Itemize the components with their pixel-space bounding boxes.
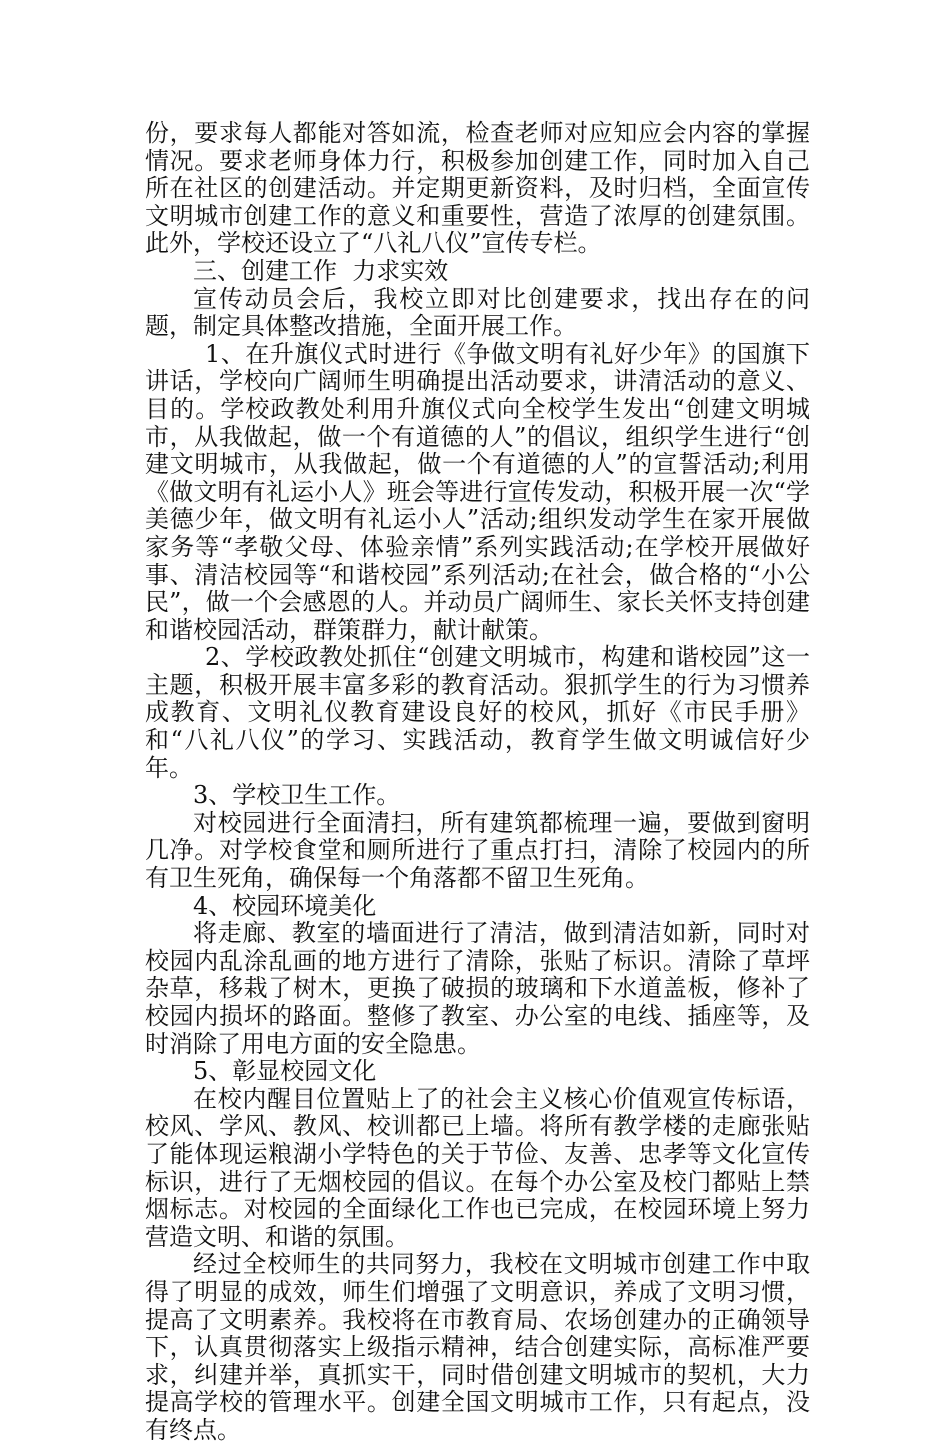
item-1-paragraph: 1、在升旗仪式时进行《争做文明有礼好少年》的国旗下讲话，学校向广阔师生明确提出活动要求，讲清活动的意义、目的。学校政教处利用升旗仪式向全校学生发出“创建文明城市，从我做起，做一个有道德的人”的倡议，组织学生进行“创建文明城市，从我做起，做一个有道德的人”的宣誓活动;利用《做文明有礼运小人》班会等进行宣传发动，积极开展一次“学美德少年，做文明有礼运小人”活动;组织发动学生在家开展做家务等“孝敬父母、体验亲情”系列实践活动;在学校开展做好事、清洁校园等“和谐校园”系列活动;在社会，做合格的“小公民”，做一个会感恩的人。并动员广阔师生、家长关怀支持创建和谐校园活动，群策群力，献计献策。	[145, 339, 810, 644]
paragraph-continuation: 份，要求每人都能对答如流，检查老师对应知应会内容的掌握情况。要求老师身体力行，积极参加创建工作，同时加入自己所在社区的创建活动。并定期更新资料，及时归档，全面宣传文明城市创建工作的意义和重要性，营造了浓厚的创建氛围。此外，学校还设立了“八礼八仪”宣传专栏。	[145, 119, 810, 258]
item-5-paragraph: 在校内醒目位置贴上了的社会主义核心价值观宣传标语，校风、学风、教风、校训都已上墙。将所有教学楼的走廊张贴了能体现运粮湖小学特色的关于节俭、友善、忠孝等文化宣传标识，进行了无烟校园的倡议。在每个办公室及校门都贴上禁烟标志。对校园的全面绿化工作也已完成，在校园环境上努力营造文明、和谐的氛围。	[145, 1084, 810, 1251]
item-3-paragraph: 对校园进行全面清扫，所有建筑都梳理一遍，要做到窗明几净。对学校食堂和厕所进行了重点打扫，清除了校园内的所有卫生死角，确保每一个角落都不留卫生死角。	[145, 808, 810, 893]
document-page	[145, 120, 810, 1445]
item-4-paragraph: 将走廊、教室的墙面进行了清洁，做到清洁如新，同时对校园内乱涂乱画的地方进行了清除，张贴了标识。清除了草坪杂草，移栽了树木，更换了破损的玻璃和下水道盖板，修补了校园内损坏的路面。整修了教室、办公室的电线、插座等，及时消除了用电方面的安全隐患。	[145, 919, 810, 1058]
item-5-heading: 5、彰显校园文化	[193, 1057, 377, 1086]
conclusion-paragraph: 经过全校师生的共同努力，我校在文明城市创建工作中取得了明显的成效，师生们增强了文明意识，养成了文明习惯，提高了文明素养。我校将在市教育局、农场创建办的正确领导下，认真贯彻落实上级指示精神，结合创建实际，高标准严要求，纠建并举，真抓实干，同时借创建文明城市的契机，大力提高学校的管理水平。创建全国文明城市工作，只有起点，没有终点。	[145, 1250, 810, 1444]
section-heading-3: 三、创建工作 力求实效	[193, 256, 449, 285]
paragraph-intro: 宣传动员会后，我校立即对比创建要求，找出存在的问题，制定具体整改措施，全面开展工作。	[145, 284, 810, 341]
item-4-heading: 4、校园环境美化	[193, 891, 377, 920]
item-2-paragraph: 2、学校政教处抓住“创建文明城市，构建和谐校园”这一主题，积极开展丰富多彩的教育活动。狠抓学生的行为习惯养成教育、文明礼仪教育建设良好的校风，抓好《市民手册》和“八礼八仪”的学习、实践活动，教育学生做文明诚信好少年。	[145, 643, 810, 782]
item-3-heading: 3、学校卫生工作。	[193, 781, 401, 810]
